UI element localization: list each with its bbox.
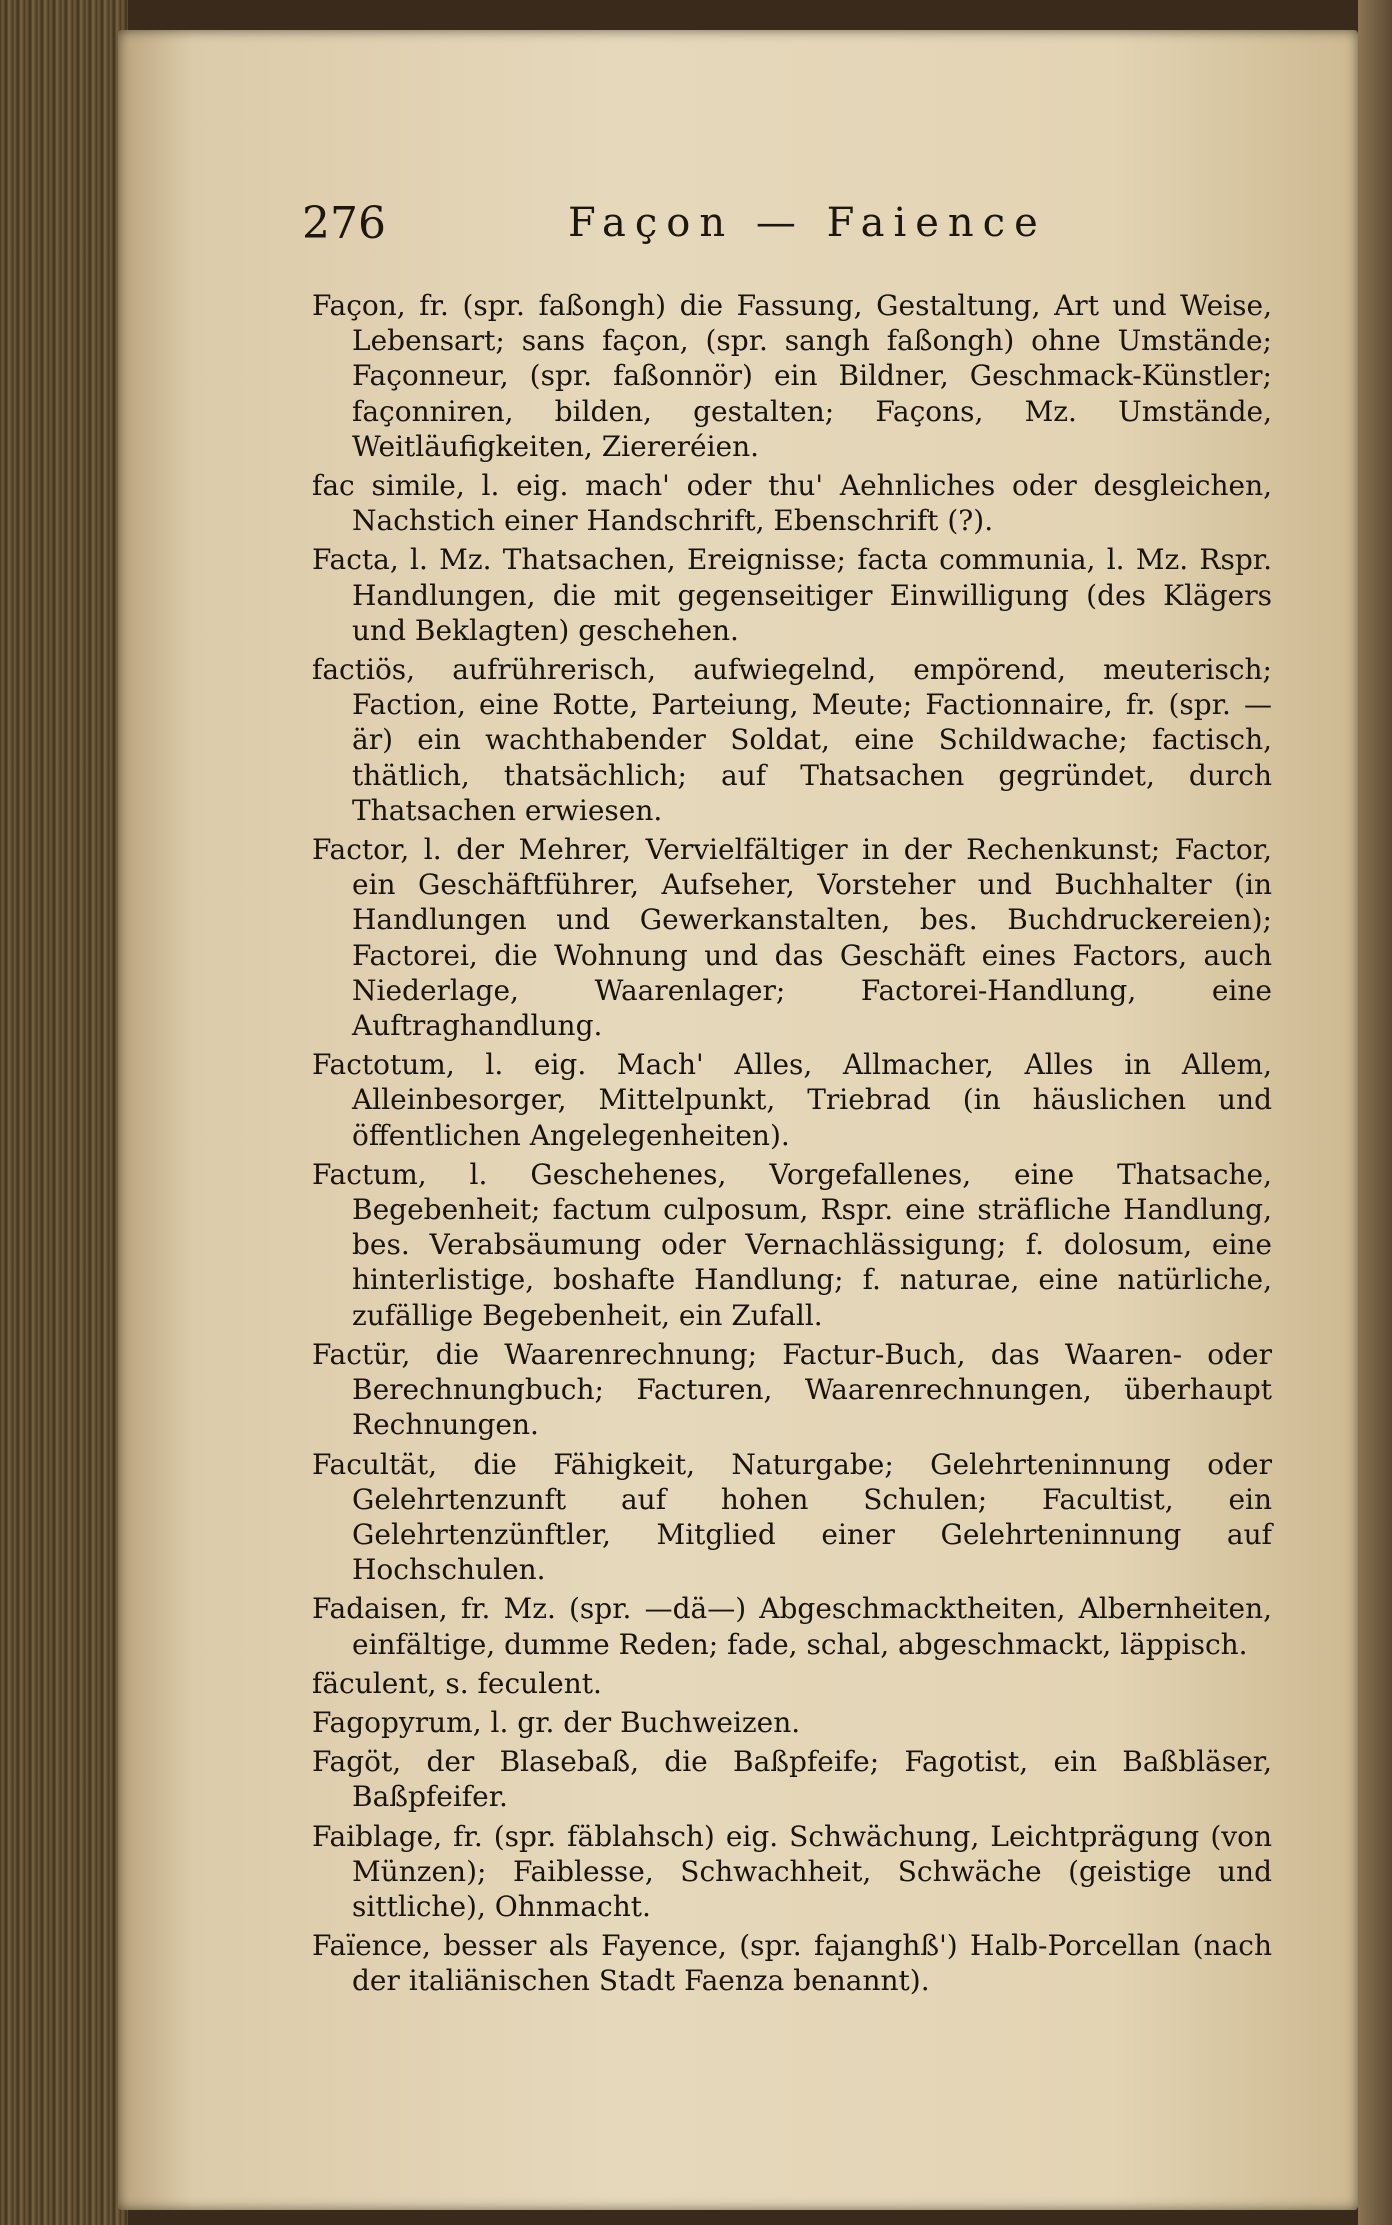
dictionary-entry: Factor, l. der Mehrer, Vervielfältiger in der Rechenkunst; Factor, ein Geschäftführer, Aufseher, Vorsteher und Buchhalter (in Handlungen und Gewerkanstalten, bes. Buchdruckereien); Factorei, die Wohnung und das Geschäft eines Factors, auch Niederlage, Waarenlager; Factorei-Handlung, eine Auftraghandlung. — [312, 833, 1272, 1043]
book-cover-edge — [1358, 0, 1392, 2225]
book-page-edges — [0, 0, 128, 2225]
dictionary-entry: Factum, l. Geschehenes, Vorgefallenes, eine Thatsache, Begebenheit; factum culposum, Rspr. eine sträfliche Handlung, bes. Verabsäumung oder Vernachlässigung; f. dolosum, eine hinterlistige, boshafte Handlung; f. naturae, eine natürliche, zufällige Begebenheit, ein Zufall. — [312, 1157, 1272, 1332]
dictionary-entry: Facultät, die Fähigkeit, Naturgabe; Gelehrteninnung oder Gelehrtenzunft auf hohen Schulen; Facultist, ein Gelehrtenzünftler, Mitglied einer Gelehrteninnung auf Hochschulen. — [312, 1447, 1272, 1587]
dictionary-entry: fac simile, l. eig. mach' oder thu' Aehnliches oder desgleichen, Nachstich einer Handschrift, Ebenschrift (?). — [312, 469, 1272, 538]
dictionary-entry: Facta, l. Mz. Thatsachen, Ereignisse; facta communia, l. Mz. Rspr. Handlungen, die mit gegenseitiger Einwilligung (des Klägers und Beklagten) geschehen. — [312, 543, 1272, 647]
dictionary-entry: factiös, aufrührerisch, aufwiegelnd, empörend, meuterisch; Faction, eine Rotte, Parteiung, Meute; Factionnaire, fr. (spr. —är) ein wachthabender Soldat, eine Schildwache; factisch, thätlich, thatsächlich; auf Thatsachen gegründet, durch Thatsachen erwiesen. — [312, 653, 1272, 827]
dictionary-entries — [312, 288, 1272, 2003]
dictionary-entry: Fadaisen, fr. Mz. (spr. —dä—) Abgeschmacktheiten, Albernheiten, einfältige, dumme Reden; fade, schal, abgeschmackt, läppisch. — [312, 1592, 1272, 1661]
dictionary-entry: Factür, die Waarenrechnung; Factur-Buch, das Waaren- oder Berechnungbuch; Facturen, Waarenrechnungen, überhaupt Rechnungen. — [312, 1337, 1272, 1442]
dictionary-entry: Façon, fr. (spr. faßongh) die Fassung, Gestaltung, Art und Weise, Lebensart; sans façon, (spr. sangh faßongh) ohne Umstände; Façonneur, (spr. faßonnör) ein Bildner, Geschmack-Künstler; façonniren, bilden, gestalten; Façons, Mz. Umstände, Weitläufigkeiten, Ziereréien. — [312, 289, 1272, 463]
dictionary-entry: fäculent, s. feculent. — [312, 1666, 602, 1700]
dictionary-entry: Fagöt, der Blasebaß, die Baßpfeife; Fagotist, ein Baßbläser, Baßpfeifer. — [312, 1745, 1272, 1814]
page-number: 276 — [302, 198, 386, 249]
dictionary-entry: Fagopyrum, l. gr. der Buchweizen. — [312, 1705, 801, 1739]
dictionary-entry: Factotum, l. eig. Mach' Alles, Allmacher, Alles in Allem, Alleinbesorger, Mittelpunkt, Triebrad (in häuslichen und öffentlichen Angelegenheiten). — [312, 1048, 1272, 1152]
running-head: Façon — Faience — [568, 200, 1047, 246]
page-header — [302, 198, 1302, 258]
dictionary-entry: Faïence, besser als Fayence, (spr. fajanghß') Halb-Porcellan (nach der italiänischen Stadt Faenza benannt). — [312, 1929, 1272, 1998]
dictionary-entry: Faiblage, fr. (spr. fäblahsch) eig. Schwächung, Leichtprägung (von Münzen); Faiblesse, Schwachheit, Schwäche (geistige und sittliche), Ohnmacht. — [312, 1819, 1272, 1923]
